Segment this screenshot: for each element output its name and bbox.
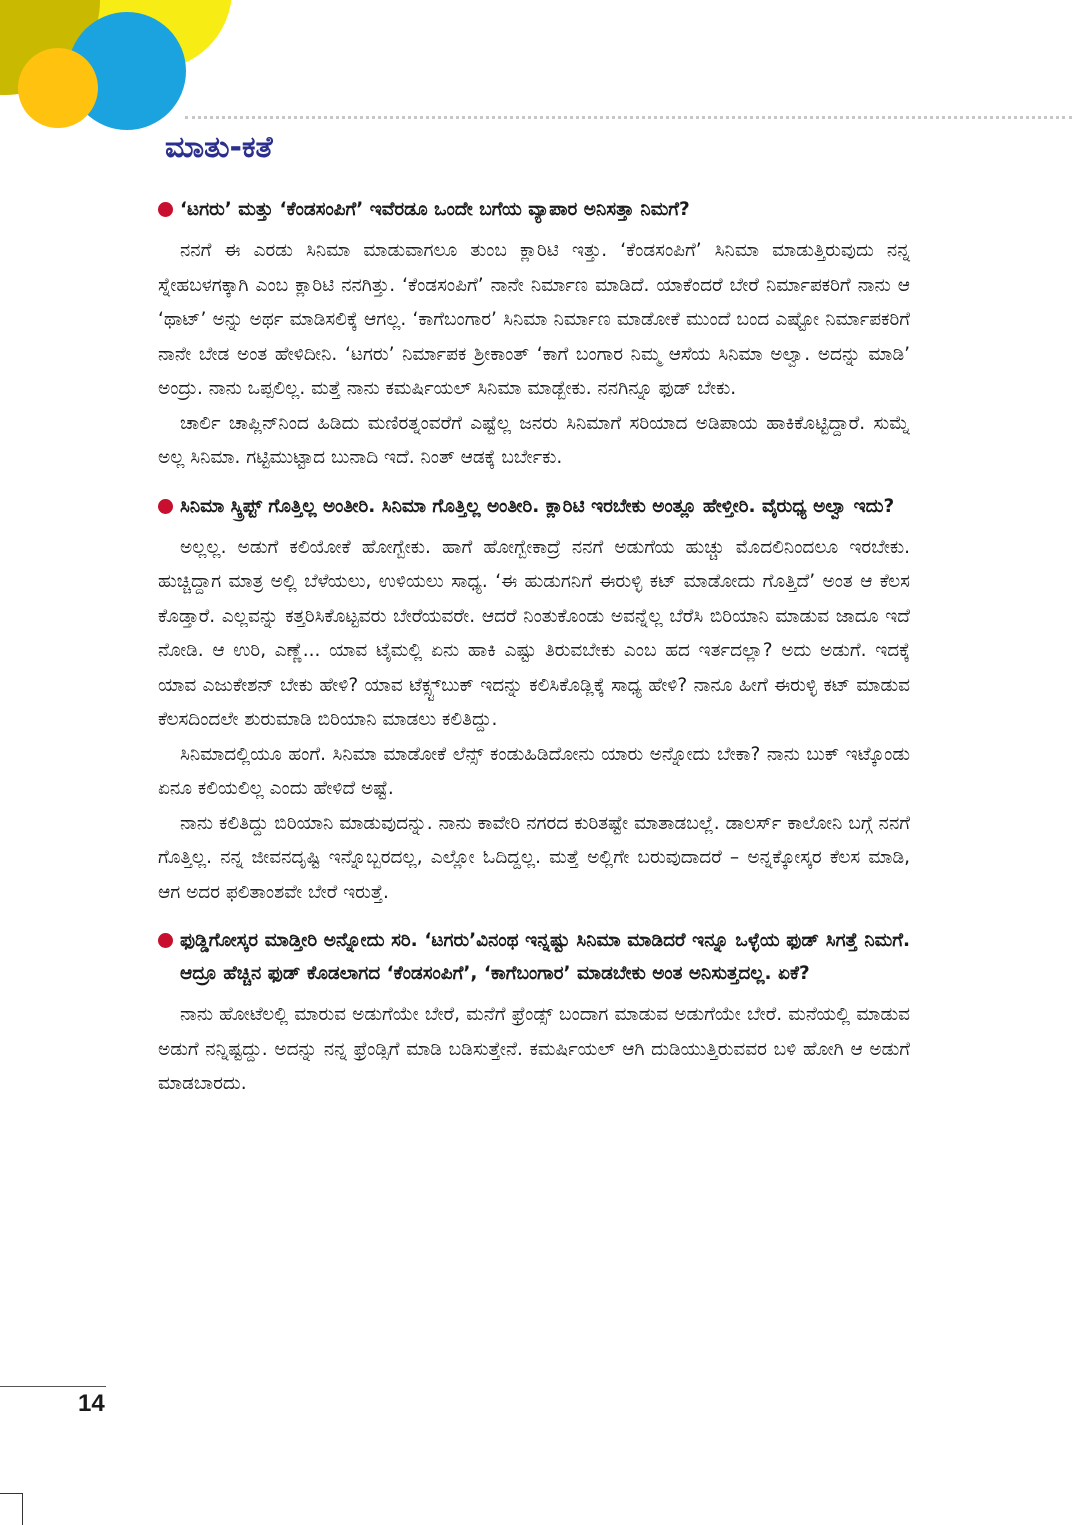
answer-3 — [158, 998, 910, 1102]
answer-paragraph: ನಾನು ಕಲಿತಿದ್ದು ಬಿರಿಯಾನಿ ಮಾಡುವುದನ್ನು. ನಾನು ಕಾವೇರಿ ನಗರದ ಕುರಿತಷ್ಟೇ ಮಾತಾಡಬಲ್ಲೆ. ಡಾಲರ್ಸ್ ಕಾಲೋನಿ ಬಗ್ಗೆ ನನಗೆ ಗೊತ್ತಿಲ್ಲ. ನನ್ನ ಜೀವನದೃಷ್ಟಿ ಇನ್ನೊಬ್ಬರದಲ್ಲ, ಎಲ್ಲೋ ಓದಿದ್ದಲ್ಲ. ಮತ್ತೆ ಅಲ್ಲಿಗೇ ಬರುವುದಾದರೆ – ಅನ್ನಕ್ಕೋಸ್ಕರ ಕೆಲಸ ಮಾಡಿ, ಆಗ ಅದರ ಫಲಿತಾಂಶವೇ ಬೇರೆ ಇರುತ್ತೆ. — [158, 812, 910, 903]
bullet-icon — [158, 933, 173, 948]
question-text: ಫುಡ್ಡಿಗೋಸ್ಕರ ಮಾಡ್ತೀರಿ ಅನ್ನೋದು ಸರಿ. ‘ಟಗರು’ವಿನಂಥ ಇನ್ನಷ್ಟು ಸಿನಿಮಾ ಮಾಡಿದರೆ ಇನ್ನೂ ಒಳ್ಳೆಯ ಫುಡ್ ಸಿಗತ್ತೆ ನಿಮಗೆ. ಆದ್ರೂ ಹೆಚ್ಚಿನ ಫುಡ್ ಕೊಡಲಾಗದ ‘ಕೆಂಡಸಂಪಿಗೆ’, ‘ಕಾಗೆಬಂಗಾರ’ ಮಾಡಬೇಕು ಅಂತ ಅನಿಸುತ್ತದಲ್ಲ. ಏಕೆ? — [180, 930, 910, 984]
decor-circle-orange — [18, 48, 98, 128]
question-text: ಸಿನಿಮಾ ಸ್ಕ್ರಿಪ್ಟ್ ಗೊತ್ತಿಲ್ಲ ಅಂತೀರಿ. ಸಿನಿಮಾ ಗೊತ್ತಿಲ್ಲ ಅಂತೀರಿ. ಕ್ಲಾರಿಟಿ ಇರಬೇಕು ಅಂತ್ಲೂ ಹೇಳ್ತೀರಿ. ವೈರುಧ್ಯ ಅಲ್ವಾ ಇದು? — [180, 495, 895, 517]
question-1 — [158, 193, 910, 226]
page-number: 14 — [78, 1390, 105, 1417]
answer-1 — [158, 234, 910, 476]
answer-paragraph: ಅಲ್ಲಲ್ಲ. ಅಡುಗೆ ಕಲಿಯೋಕೆ ಹೋಗ್ಬೇಕು. ಹಾಗೆ ಹೋಗ್ಬೇಕಾದ್ರೆ ನನಗೆ ಅಡುಗೆಯ ಹುಚ್ಚು ಮೊದಲಿನಿಂದಲೂ ಇರಬೇಕು. ಹುಚ್ಚಿದ್ದಾಗ ಮಾತ್ರ ಅಲ್ಲಿ ಬೆಳೆಯಲು, ಉಳಿಯಲು ಸಾಧ್ಯ. ‘ಈ ಹುಡುಗನಿಗೆ ಈರುಳ್ಳಿ ಕಟ್ ಮಾಡೋದು ಗೊತ್ತಿದೆ’ ಅಂತ ಆ ಕೆಲಸ ಕೊಡ್ತಾರೆ. ಎಲ್ಲವನ್ನು ಕತ್ತರಿಸಿಕೊಟ್ಟವರು ಬೇರೆಯವರೇ. ಆದರೆ ನಿಂತುಕೊಂಡು ಅವನ್ನೆಲ್ಲ ಬೆರೆಸಿ ಬಿರಿಯಾನಿ ಮಾಡುವ ಜಾದೂ ಇದೆ ನೋಡಿ. ಆ ಉರಿ, ಎಣ್ಣೆ... ಯಾವ ಟೈಮಲ್ಲಿ ಏನು ಹಾಕಿ ಎಷ್ಟು ತಿರುವಬೇಕು ಎಂಬ ಹದ ಇರ್ತದಲ್ಲಾ? ಅದು ಅಡುಗೆ. ಇದಕ್ಕೆ ಯಾವ ಎಜುಕೇಶನ್ ಬೇಕು ಹೇಳಿ? ಯಾವ ಟೆಕ್ಸ್ಟ್‌ಬುಕ್ ಇದನ್ನು ಕಲಿಸಿಕೊಡ್ಲಿಕ್ಕೆ ಸಾಧ್ಯ ಹೇಳಿ? ನಾನೂ ಹೀಗೆ ಈರುಳ್ಳಿ ಕಟ್ ಮಾಡುವ ಕೆಲಸದಿಂದಲೇ ಶುರುಮಾಡಿ ಬಿರಿಯಾನಿ ಮಾಡಲು ಕಲಿತಿದ್ದು. — [158, 536, 910, 730]
page-number-rule — [0, 1386, 106, 1387]
interview-body — [158, 193, 910, 1102]
answer-paragraph: ನಾನು ಹೋಟೆಲಲ್ಲಿ ಮಾರುವ ಅಡುಗೆಯೇ ಬೇರೆ, ಮನೆಗೆ ಫ್ರೆಂಡ್ಸ್ ಬಂದಾಗ ಮಾಡುವ ಅಡುಗೆಯೇ ಬೇರೆ. ಮನೆಯಲ್ಲಿ ಮಾಡುವ ಅಡುಗೆ ನನ್ನಿಷ್ಟದ್ದು. ಅದನ್ನು ನನ್ನ ಫ್ರೆಂಡ್ಸಿಗೆ ಮಾಡಿ ಬಡಿಸುತ್ತೇನೆ. ಕಮರ್ಷಿಯಲ್ ಆಗಿ ದುಡಿಯುತ್ತಿರುವವರ ಬಳಿ ಹೋಗಿ ಆ ಅಡುಗೆ ಮಾಡಬಾರದು. — [158, 1004, 910, 1094]
bullet-icon — [158, 499, 173, 514]
question-2 — [158, 490, 910, 523]
crop-mark — [22, 1493, 23, 1525]
question-text: ‘ಟಗರು’ ಮತ್ತು ‘ಕೆಂಡಸಂಪಿಗೆ’ ಇವೆರಡೂ ಒಂದೇ ಬಗೆಯ ವ್ಯಾಪಾರ ಅನಿಸತ್ತಾ ನಿಮಗೆ? — [180, 199, 690, 220]
bullet-icon — [158, 202, 173, 217]
section-title: ಮಾತು-ಕತೆ — [165, 130, 273, 165]
header-dotted-rule — [185, 116, 1072, 119]
crop-mark — [0, 1493, 22, 1494]
answer-2 — [158, 531, 910, 911]
question-3 — [158, 924, 910, 990]
answer-paragraph: ಚಾರ್ಲಿ ಚಾಪ್ಲಿನ್‌ನಿಂದ ಹಿಡಿದು ಮಣಿರತ್ನಂವರೆಗೆ ಎಷ್ಟೆಲ್ಲ ಜನರು ಸಿನಿಮಾಗೆ ಸರಿಯಾದ ಅಡಿಪಾಯ ಹಾಕಿಕೊಟ್ಟಿದ್ದಾರೆ. ಸುಮ್ನೆ ಅಲ್ಲ ಸಿನಿಮಾ. ಗಟ್ಟಿಮುಟ್ಟಾದ ಬುನಾದಿ ಇದೆ. ನಿಂತ್ ಆಡಕ್ಕೆ ಬರ್ಬೇಕು. — [158, 412, 910, 468]
answer-paragraph: ನನಗೆ ಈ ಎರಡು ಸಿನಿಮಾ ಮಾಡುವಾಗಲೂ ತುಂಬ ಕ್ಲಾರಿಟಿ ಇತ್ತು. ‘ಕೆಂಡಸಂಪಿಗೆ’ ಸಿನಿಮಾ ಮಾಡುತ್ತಿರುವುದು ನನ್ನ ಸ್ನೇಹಬಳಗಕ್ಕಾಗಿ ಎಂಬ ಕ್ಲಾರಿಟಿ ನನಗಿತ್ತು. ‘ಕೆಂಡಸಂಪಿಗೆ’ ನಾನೇ ನಿರ್ಮಾಣ ಮಾಡಿದೆ. ಯಾಕೆಂದರೆ ಬೇರೆ ನಿರ್ಮಾಪಕರಿಗೆ ನಾನು ಆ ‘ಥಾಟ್’ ಅನ್ನು ಅರ್ಥ ಮಾಡಿಸಲಿಕ್ಕೆ ಆಗಲ್ಲ. ‘ಕಾಗೆಬಂಗಾರ’ ಸಿನಿಮಾ ನಿರ್ಮಾಣ ಮಾಡೋಕೆ ಮುಂದೆ ಬಂದ ಎಷ್ಟೋ ನಿರ್ಮಾಪಕರಿಗೆ ನಾನೇ ಬೇಡ ಅಂತ ಹೇಳಿದೀನಿ. ‘ಟಗರು’ ನಿರ್ಮಾಪಕ ಶ್ರೀಕಾಂತ್ ‘ಕಾಗೆ ಬಂಗಾರ ನಿಮ್ಮ ಆಸೆಯ ಸಿನಿಮಾ ಅಲ್ವಾ. ಅದನ್ನು ಮಾಡಿ’ ಅಂದ್ರು. ನಾನು ಒಪ್ಪಲಿಲ್ಲ. ಮತ್ತೆ ನಾನು ಕಮರ್ಷಿಯಲ್ ಸಿನಿಮಾ ಮಾಡ್ಬೇಕು. ನನಗಿನ್ನೂ ಫುಡ್ ಬೇಕು. — [158, 240, 910, 399]
answer-paragraph: ಸಿನಿಮಾದಲ್ಲಿಯೂ ಹಂಗೆ. ಸಿನಿಮಾ ಮಾಡೋಕೆ ಲೆನ್ಸ್ ಕಂಡುಹಿಡಿದೋನು ಯಾರು ಅನ್ನೋದು ಬೇಕಾ? ನಾನು ಬುಕ್ ಇಟ್ಕೊಂಡು ಏನೂ ಕಲಿಯಲಿಲ್ಲ ಎಂದು ಹೇಳಿದೆ ಅಷ್ಟೆ. — [158, 743, 910, 799]
